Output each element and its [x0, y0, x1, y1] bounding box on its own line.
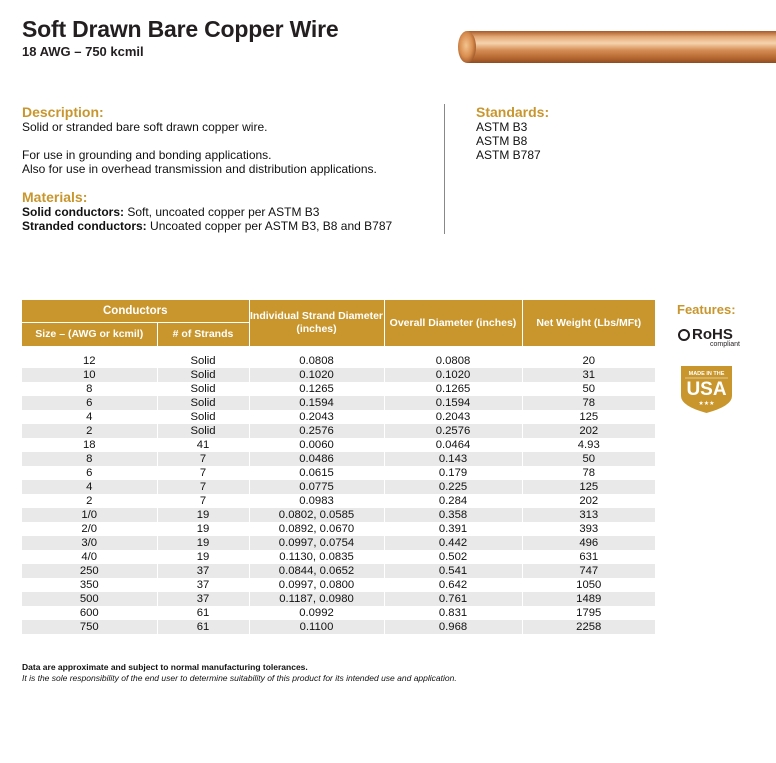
table-row [22, 424, 655, 438]
footnotes [22, 662, 457, 684]
cell-overall-diameter: 0.179 [384, 466, 522, 480]
materials-solid-label: Solid conductors: [22, 205, 124, 219]
cell-overall-diameter: 0.2043 [384, 410, 522, 424]
cell-strands: 61 [157, 606, 249, 620]
cell-net-weight: 313 [522, 508, 655, 522]
cell-strands: 7 [157, 452, 249, 466]
cell-overall-diameter: 0.502 [384, 550, 522, 564]
table-row [22, 620, 655, 634]
materials-heading: Materials: [22, 189, 88, 205]
materials-stranded-text: Uncoated copper per ASTM B3, B8 and B787 [146, 219, 393, 233]
table-row [22, 480, 655, 494]
cell-net-weight: 2258 [522, 620, 655, 634]
section-divider [444, 104, 445, 234]
column-header-net-weight: Net Weight (Lbs/MFt) [522, 300, 655, 346]
table-row [22, 550, 655, 564]
cell-net-weight: 20 [522, 354, 655, 368]
cell-strands: 41 [157, 438, 249, 452]
cell-strands: 7 [157, 480, 249, 494]
cell-overall-diameter: 0.831 [384, 606, 522, 620]
cell-strand-diameter: 0.0775 [249, 480, 384, 494]
conductor-table-wrapper [22, 300, 655, 634]
rohs-badge [678, 326, 742, 348]
cell-overall-diameter: 0.1265 [384, 382, 522, 396]
table-row [22, 438, 655, 452]
cell-net-weight: 125 [522, 480, 655, 494]
usa-badge-main-text: USA [686, 379, 727, 400]
cell-strand-diameter: 0.0983 [249, 494, 384, 508]
cell-strand-diameter: 0.2043 [249, 410, 384, 424]
column-header-strands: # of Strands [157, 322, 249, 346]
cell-overall-diameter: 0.143 [384, 452, 522, 466]
cell-size: 8 [22, 452, 157, 466]
cell-size: 500 [22, 592, 157, 606]
table-row [22, 508, 655, 522]
cell-strand-diameter: 0.0844, 0.0652 [249, 564, 384, 578]
cell-size: 8 [86, 383, 93, 395]
description-line-3: Also for use in overhead transmission and distribution applications. [22, 162, 377, 176]
conductors-group-header: Conductors [22, 300, 249, 322]
table-spacer-row [22, 346, 655, 354]
cell-strand-diameter: 0.0615 [249, 466, 384, 480]
cell-size: 4 [22, 480, 157, 494]
table-row [22, 564, 655, 578]
cell-size: 4/0 [81, 551, 98, 563]
cell-net-weight: 78 [522, 396, 655, 410]
cell-overall-diameter: 0.2576 [384, 424, 522, 438]
rohs-icon [678, 329, 690, 341]
materials-stranded [22, 219, 392, 234]
cell-size: 10 [22, 368, 157, 382]
table-row [22, 354, 655, 368]
materials-solid [22, 205, 319, 220]
features-heading: Features: [677, 302, 736, 317]
cell-size: 4 [86, 411, 93, 423]
usa-badge-stars: ★★★ [698, 400, 715, 407]
cell-strand-diameter: 0.1187, 0.0980 [249, 592, 384, 606]
cell-strands: 19 [157, 508, 249, 522]
cell-net-weight: 393 [522, 522, 655, 536]
rohs-subtext: compliant [710, 341, 740, 348]
cell-strand-diameter: 0.1020 [249, 368, 384, 382]
cell-overall-diameter: 0.284 [384, 494, 522, 508]
page-title: Soft Drawn Bare Copper Wire [22, 16, 339, 42]
table-row [22, 382, 655, 396]
cell-net-weight: 496 [522, 536, 655, 550]
cell-overall-diameter: 0.0808 [384, 354, 522, 368]
cell-strand-diameter: 0.0060 [249, 438, 384, 452]
table-row [22, 606, 655, 620]
page-subtitle: 18 AWG – 750 kcmil [22, 44, 144, 59]
cell-size: 2/0 [81, 523, 98, 535]
standards-heading: Standards: [476, 104, 550, 120]
cell-overall-diameter: 0.1020 [384, 368, 522, 382]
cell-size: 2 [22, 424, 157, 438]
materials-solid-text: Soft, uncoated copper per ASTM B3 [124, 205, 320, 219]
cell-strands: Solid [157, 368, 249, 382]
cell-strand-diameter: 0.2576 [249, 424, 384, 438]
cell-net-weight: 202 [522, 494, 655, 508]
cell-strand-diameter: 0.0486 [249, 452, 384, 466]
cell-strand-diameter: 0.1265 [249, 382, 384, 396]
cell-overall-diameter: 0.541 [384, 564, 522, 578]
cell-strand-diameter: 0.0997, 0.0800 [249, 578, 384, 592]
cell-strands: Solid [157, 382, 249, 396]
cell-overall-diameter: 0.442 [384, 536, 522, 550]
description-line-2: For use in grounding and bonding applications. [22, 148, 272, 162]
footnote-tolerances: Data are approximate and subject to normal manufacturing tolerances. [22, 662, 308, 672]
cell-strand-diameter: 0.1594 [249, 396, 384, 410]
cell-strands: 7 [157, 466, 249, 480]
description-line-1: Solid or stranded bare soft drawn copper wire. [22, 120, 268, 134]
column-header-strand-diameter: Individual Strand Diameter (inches) [249, 300, 384, 346]
cell-net-weight: 1489 [522, 592, 655, 606]
cell-overall-diameter: 0.0464 [384, 438, 522, 452]
cell-strand-diameter: 0.0808 [249, 354, 384, 368]
cell-overall-diameter: 0.225 [384, 480, 522, 494]
cell-strands: 7 [157, 494, 249, 508]
cell-size: 18 [82, 439, 96, 451]
cell-size: 2 [86, 495, 93, 507]
cell-strands: 19 [157, 536, 249, 550]
cell-strand-diameter: 0.0802, 0.0585 [249, 508, 384, 522]
cell-strand-diameter: 0.0992 [249, 606, 384, 620]
cell-size: 3/0 [22, 536, 157, 550]
table-row [22, 494, 655, 508]
cell-overall-diameter: 0.391 [384, 522, 522, 536]
cell-size: 6 [22, 396, 157, 410]
cell-strands: 37 [157, 578, 249, 592]
cell-strands: Solid [157, 410, 249, 424]
cell-size: 1/0 [22, 508, 157, 522]
table-row [22, 368, 655, 382]
description-heading: Description: [22, 104, 104, 120]
cell-size: 750 [22, 620, 157, 634]
cell-net-weight: 50 [522, 452, 655, 466]
footnote-responsibility: It is the sole responsibility of the end user to determine suitability of this product for its intended use and application. [22, 673, 457, 683]
cell-strands: Solid [157, 396, 249, 410]
cell-strands: 37 [157, 564, 249, 578]
cell-net-weight: 4.93 [522, 438, 655, 452]
cell-net-weight: 631 [522, 550, 655, 564]
cell-size: 6 [86, 467, 93, 479]
cell-overall-diameter: 0.761 [384, 592, 522, 606]
cell-net-weight: 202 [522, 424, 655, 438]
table-row [22, 536, 655, 550]
standard-item: ASTM B3 [476, 120, 528, 134]
table-row [22, 578, 655, 592]
table-row [22, 410, 655, 424]
copper-wire-image [455, 30, 776, 64]
table-row [22, 466, 655, 480]
cell-strands: 19 [157, 522, 249, 536]
cell-size: 250 [22, 564, 157, 578]
cell-overall-diameter: 0.642 [384, 578, 522, 592]
cell-overall-diameter: 0.1594 [384, 396, 522, 410]
cell-strand-diameter: 0.0892, 0.0670 [249, 522, 384, 536]
cell-strand-diameter: 0.1100 [249, 620, 384, 634]
cell-net-weight: 31 [522, 368, 655, 382]
cell-size: 350 [79, 579, 99, 591]
cell-size: 600 [79, 607, 99, 619]
table-row [22, 522, 655, 536]
cell-size: 12 [82, 355, 96, 367]
column-header-size: Size – (AWG or kcmil) [22, 322, 157, 346]
cell-strands: 19 [157, 550, 249, 564]
column-header-overall-diameter: Overall Diameter (inches) [384, 300, 522, 346]
standard-item: ASTM B8 [476, 134, 528, 148]
standard-item: ASTM B787 [476, 148, 541, 162]
cell-strands: Solid [157, 354, 249, 368]
cell-strands: Solid [157, 424, 249, 438]
cell-net-weight: 1050 [522, 578, 655, 592]
table-row [22, 396, 655, 410]
cell-overall-diameter: 0.358 [384, 508, 522, 522]
cell-strand-diameter: 0.0997, 0.0754 [249, 536, 384, 550]
table-row [22, 452, 655, 466]
table-row [22, 592, 655, 606]
usa-badge-top-text: MADE IN THE [688, 371, 725, 377]
cell-net-weight: 78 [522, 466, 655, 480]
rohs-text: RoHS [692, 326, 733, 343]
cell-strand-diameter: 0.1130, 0.0835 [249, 550, 384, 564]
cell-net-weight: 125 [522, 410, 655, 424]
cell-net-weight: 50 [522, 382, 655, 396]
cell-strands: 37 [157, 592, 249, 606]
materials-stranded-label: Stranded conductors: [22, 219, 147, 233]
cell-strands: 61 [157, 620, 249, 634]
conductor-table [22, 300, 655, 634]
cell-net-weight: 747 [522, 564, 655, 578]
cell-overall-diameter: 0.968 [384, 620, 522, 634]
cell-net-weight: 1795 [522, 606, 655, 620]
made-in-usa-badge [679, 364, 734, 414]
